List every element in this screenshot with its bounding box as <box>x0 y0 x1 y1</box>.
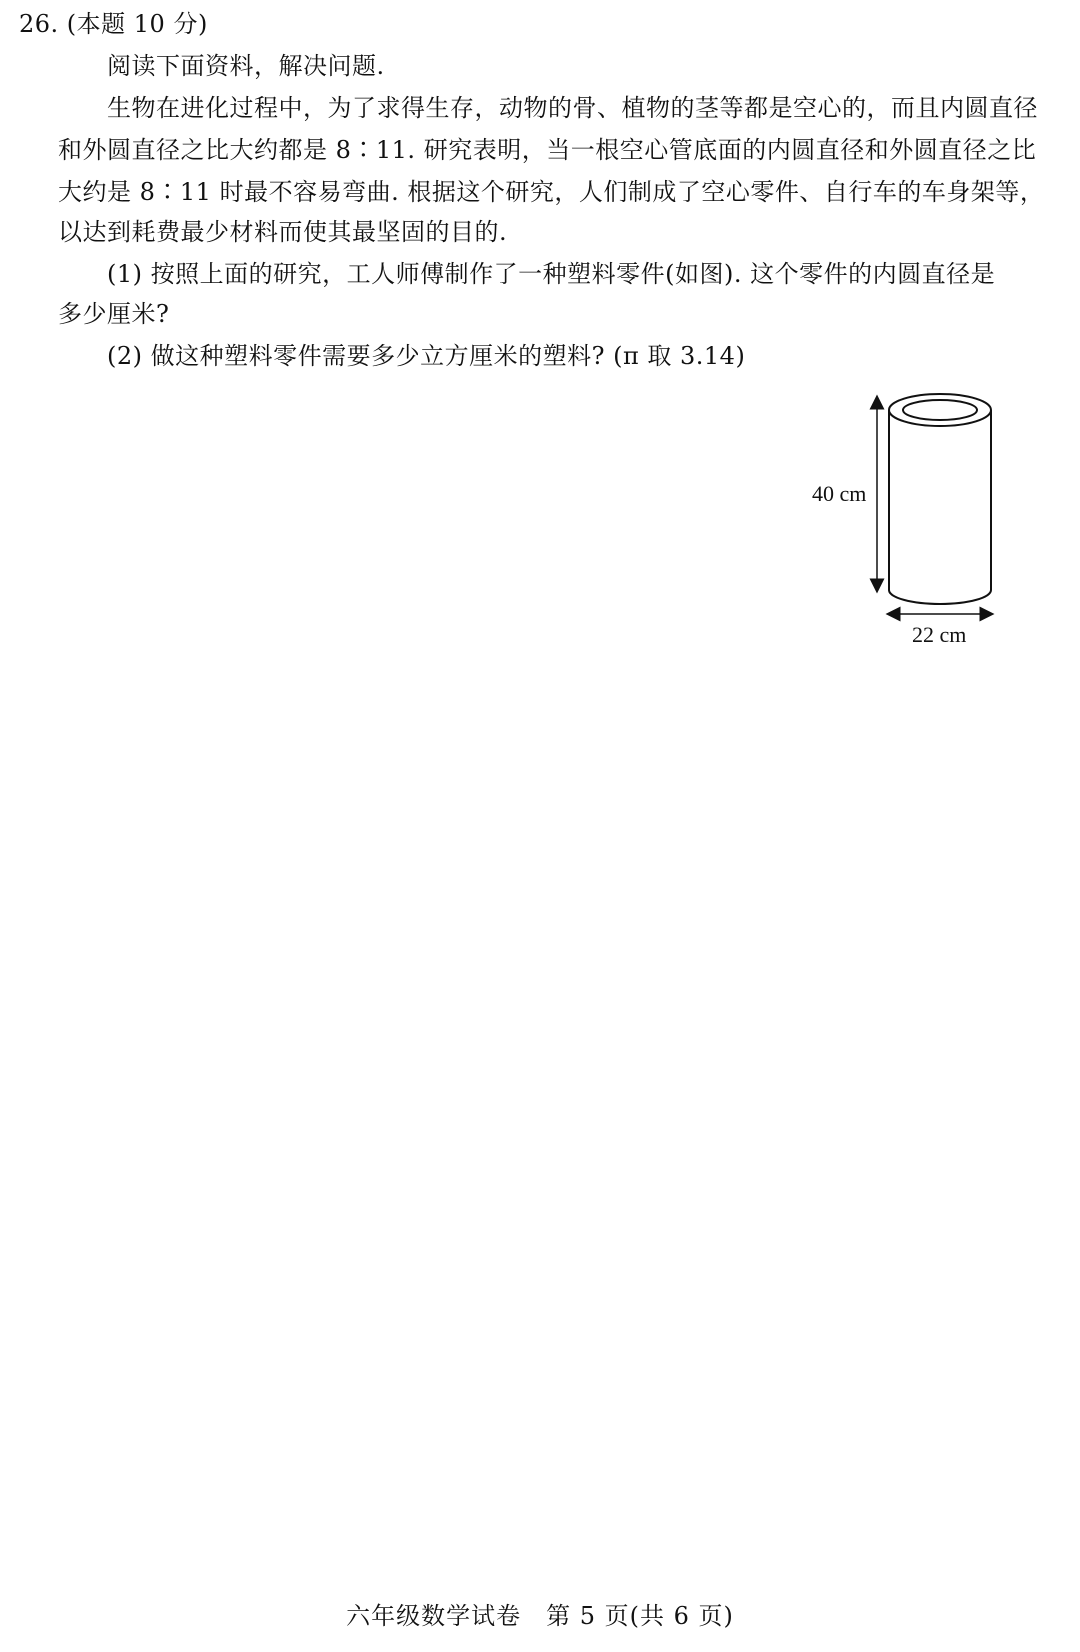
subquestion-2: (2) 做这种塑料零件需要多少立方厘米的塑料? (π 取 3.14) <box>107 342 746 370</box>
question-intro: 阅读下面资料，解决问题. <box>107 52 385 80</box>
passage-line-3: 大约是 8∶11 时最不容易弯曲. 根据这个研究，人们制成了空心零件、自行车的车身架等， <box>58 178 1045 206</box>
hollow-cylinder-figure <box>800 380 1060 680</box>
passage-line-4: 以达到耗费最少材料而使其最坚固的目的. <box>58 218 508 246</box>
cylinder-top-inner-ellipse <box>903 400 977 420</box>
diameter-label: 22 cm <box>912 622 967 647</box>
passage-line-2: 和外圆直径之比大约都是 8∶11. 研究表明，当一根空心管底面的内圆直径和外圆直径之比 <box>58 136 1037 164</box>
page-footer: 六年级数学试卷 第 5 页(共 6 页) <box>346 1602 734 1630</box>
height-label: 40 cm <box>812 481 867 506</box>
question-number-header: 26. (本题 10 分) <box>19 10 208 38</box>
cylinder-bottom-arc <box>889 590 991 604</box>
passage-line-1: 生物在进化过程中，为了求得生存，动物的骨、植物的茎等都是空心的，而且内圆直径 <box>107 94 1038 122</box>
subquestion-1-line-1: (1) 按照上面的研究，工人师傅制作了一种塑料零件(如图). 这个零件的内圆直径是 <box>107 260 996 288</box>
subquestion-1-line-2: 多少厘米? <box>58 300 170 328</box>
